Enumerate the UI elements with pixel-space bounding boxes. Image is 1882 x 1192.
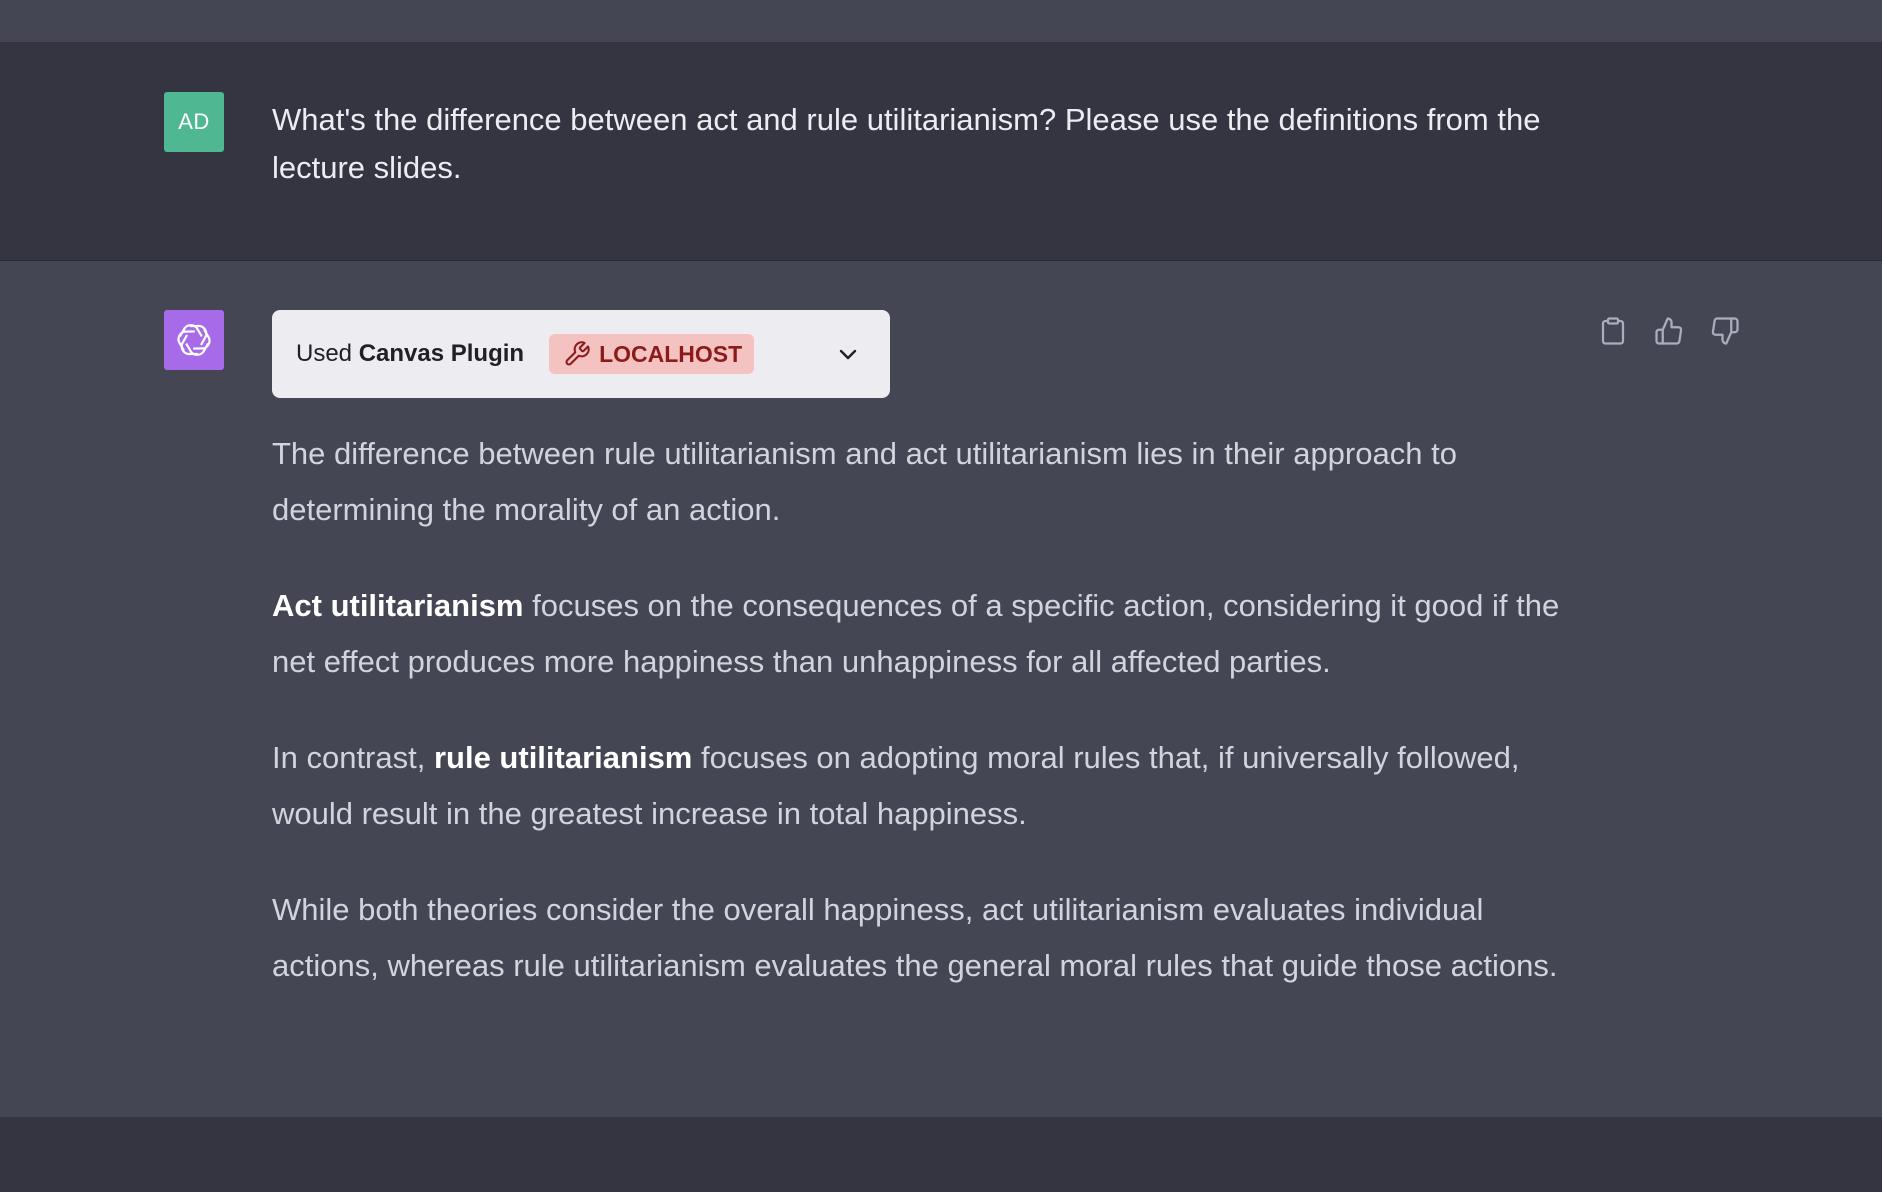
message-actions: [1596, 314, 1742, 348]
answer-paragraph-3: [272, 730, 1582, 842]
openai-logo-icon: [164, 310, 224, 370]
user-avatar: [164, 92, 224, 152]
answer-paragraph-3-start: In contrast,: [272, 740, 434, 775]
user-message-text: What's the difference between act and rule utilitarianism? Please use the definitions from the lecture slides.: [272, 102, 1541, 185]
assistant-message-row: [0, 262, 1882, 1117]
wrench-icon: [563, 340, 591, 368]
plugin-badge-label: LOCALHOST: [599, 340, 743, 367]
plugin-usage-toggle[interactable]: [272, 310, 890, 398]
act-utilitarianism-term: Act utilitarianism: [272, 588, 524, 623]
plugin-used-label: [296, 340, 524, 368]
answer-paragraph-2: [272, 578, 1582, 690]
thumbs-up-icon[interactable]: [1652, 314, 1686, 348]
bottom-strip: [0, 1117, 1882, 1192]
plugin-used-prefix: Used: [296, 340, 353, 367]
plugin-name: Canvas Plugin: [358, 340, 525, 367]
answer-paragraph-2-text: focuses on the consequences of a specific action, considering it good if the net effect produces more happiness than unhappiness for all affected parties.: [272, 588, 1560, 679]
assistant-answer: [272, 426, 1582, 994]
plugin-localhost-badge: [549, 334, 754, 374]
user-avatar-initials: AD: [178, 109, 210, 134]
answer-paragraph-1: The difference between rule utilitarianism and act utilitarianism lies in their approach to determining the morality of an action.: [272, 436, 1457, 527]
answer-paragraph-4: While both theories consider the overall happiness, act utilitarianism evaluates individual actions, whereas rule utilitarianism evaluates the general moral rules that guide those actions.: [272, 892, 1558, 983]
rule-utilitarianism-term: rule utilitarianism: [433, 740, 693, 775]
user-message-row: [0, 42, 1882, 261]
top-strip: [0, 0, 1882, 42]
chevron-down-icon[interactable]: [832, 338, 864, 370]
clipboard-icon[interactable]: [1596, 314, 1630, 348]
answer-paragraph-3-text: focuses on adopting moral rules that, if universally followed, would result in the greatest increase in total happiness.: [272, 740, 1520, 831]
thumbs-down-icon[interactable]: [1708, 314, 1742, 348]
